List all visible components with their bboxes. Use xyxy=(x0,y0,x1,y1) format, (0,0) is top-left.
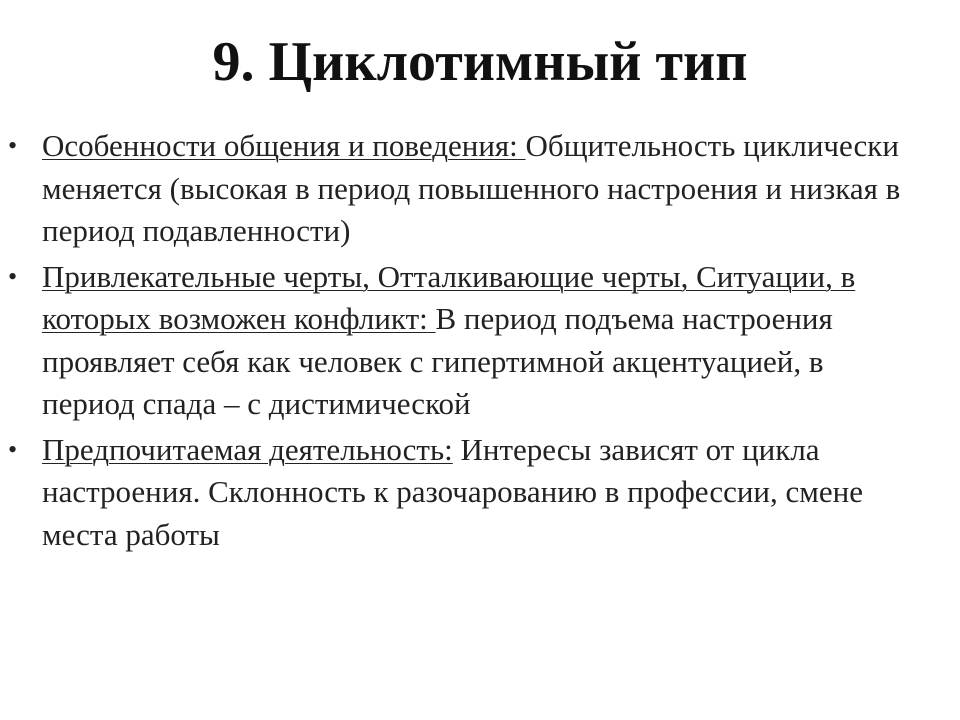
bullet-label-gap xyxy=(428,301,436,336)
bullet-text: Общительность циклически меняется (высокая в период повышенного настроения и низкая в период подавленности) xyxy=(42,128,901,248)
bullet-text: В период подъема настроения проявляет себя как человек с гипертимной акцентуацией, в период спада – с дистимической xyxy=(42,301,833,421)
bullet-item-traits xyxy=(0,256,960,426)
bullet-label: Предпочитаемая деятельность: xyxy=(42,431,453,467)
bullet-text: Интересы зависят от цикла настроения. Склонность к разочарованию в профессии, смене места работы xyxy=(42,431,864,552)
bullet-label-gap xyxy=(518,128,526,163)
bullet-label: Особенности общения и поведения: xyxy=(42,128,518,163)
bullet-label: Привлекательные черты, Отталкивающие черты, Ситуации, в которых возможен конфликт: xyxy=(42,258,856,336)
bullet-dot-icon: • xyxy=(8,434,18,464)
bullet-list xyxy=(0,125,960,559)
bullet-dot-icon: • xyxy=(8,261,18,291)
bullet-item-activity xyxy=(0,429,960,557)
bullet-dot-icon: • xyxy=(8,131,18,160)
bullet-item-communication xyxy=(0,125,960,253)
slide-title: 9. Циклотимный тип xyxy=(212,31,748,93)
